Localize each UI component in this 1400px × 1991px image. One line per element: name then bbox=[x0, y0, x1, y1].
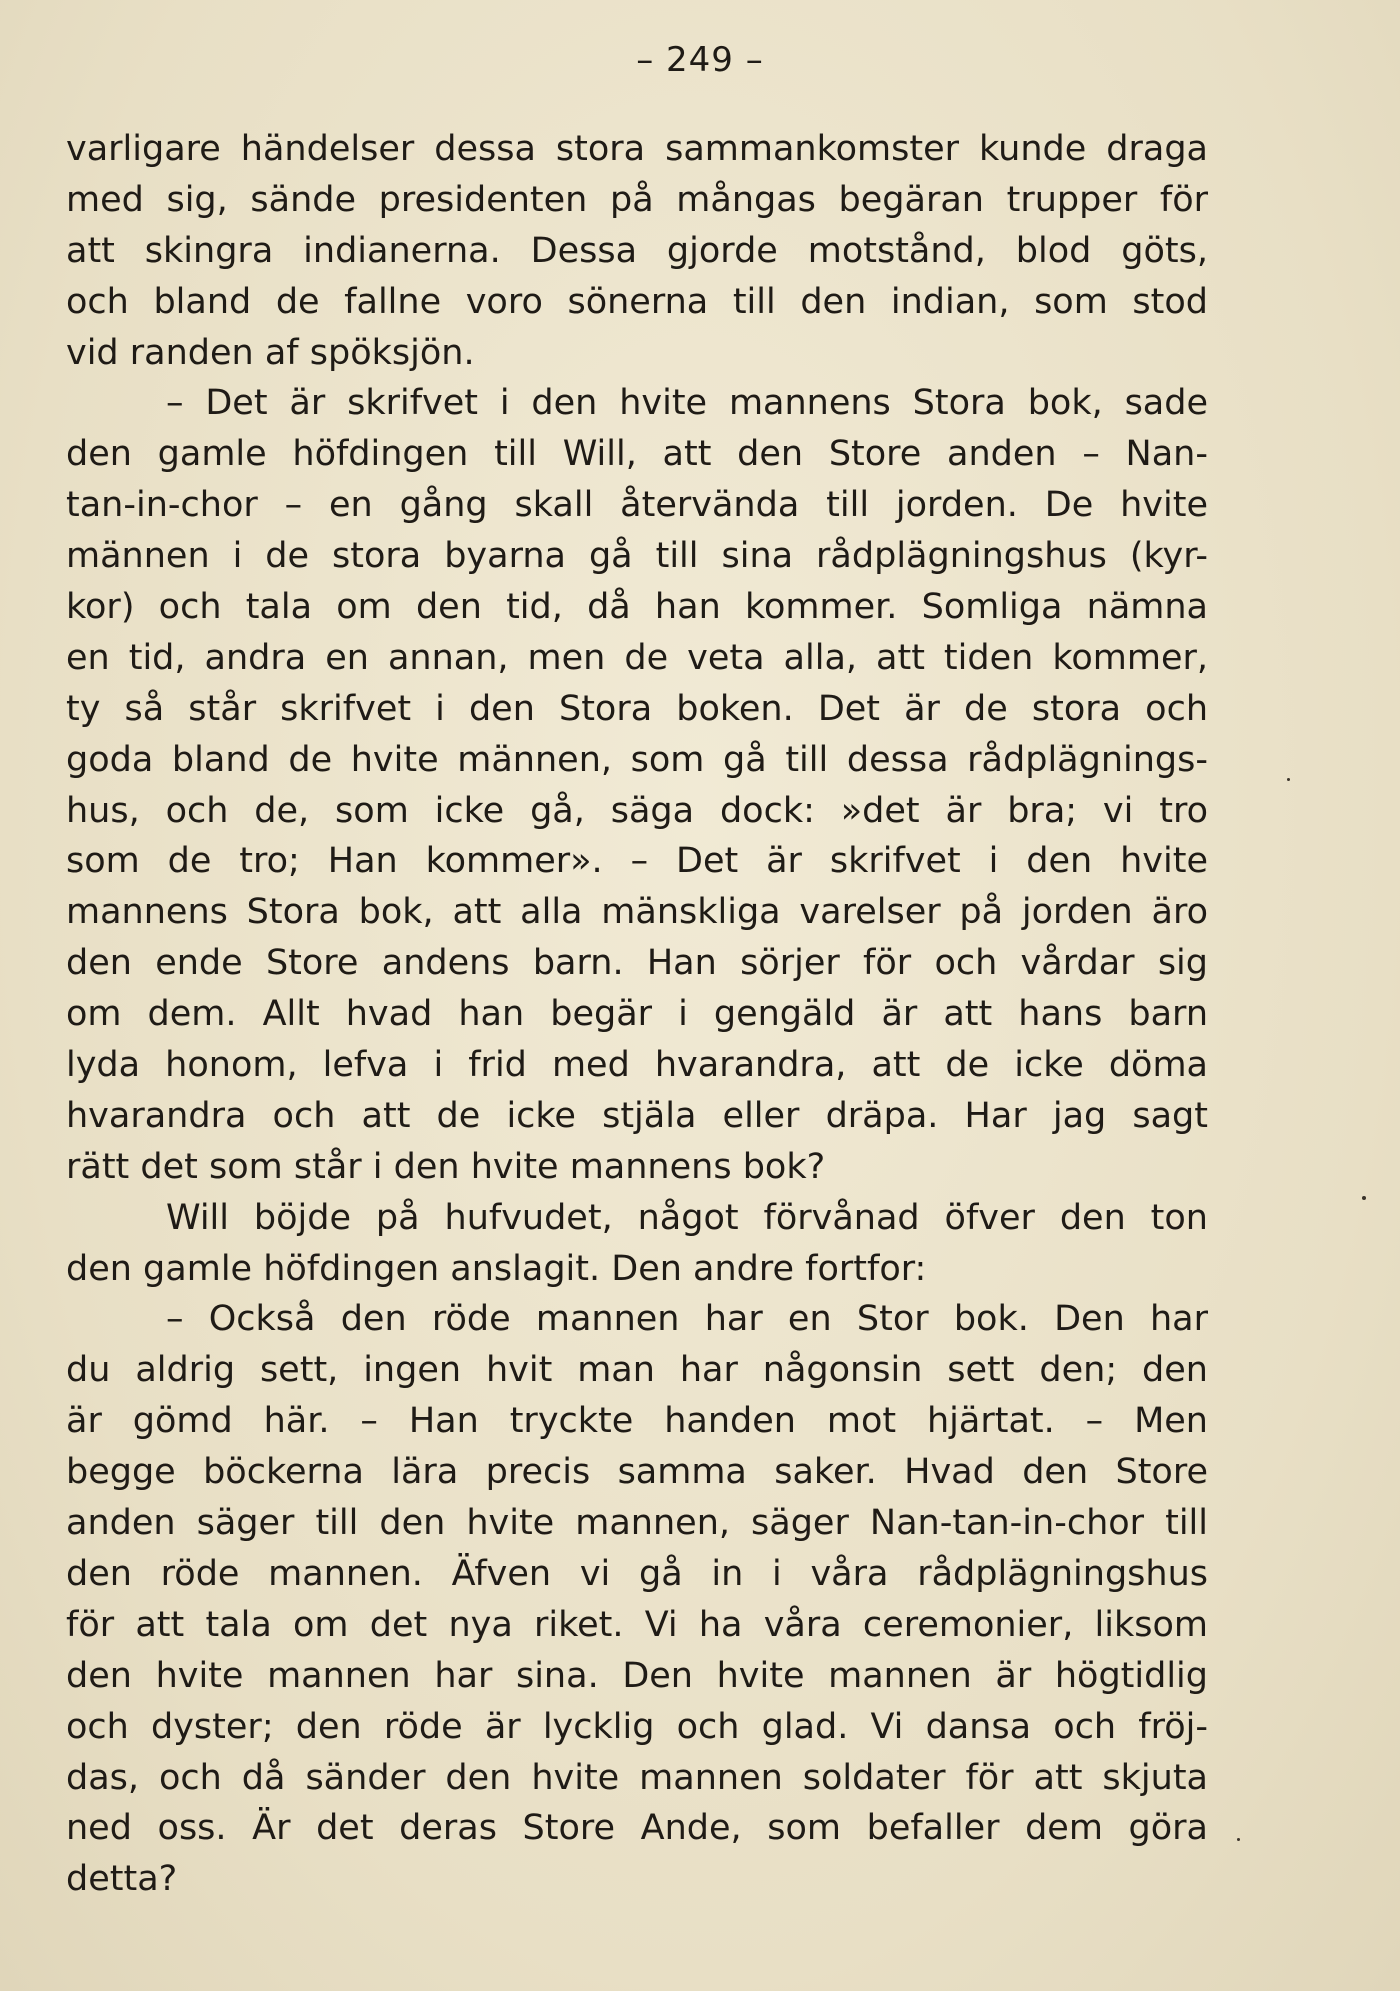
text-line: lyda honom, lefva i frid med hvarandra, att de icke döma bbox=[66, 1045, 1208, 1086]
text-line: om dem. Allt hvad han begär i gengäld är att hans barn bbox=[66, 994, 1208, 1035]
text-line: är gömd här. – Han tryckte handen mot hjärtat. – Men bbox=[66, 1401, 1208, 1442]
text-line: som de tro; Han kommer». – Det är skrifvet i den hvite bbox=[66, 841, 1208, 882]
text-line: tan-in-chor – en gång skall återvända till jorden. De hvite bbox=[66, 485, 1208, 526]
text-line: den röde mannen. Äfven vi gå in i våra rådplägningshus bbox=[66, 1553, 1208, 1594]
text-line: med sig, sände presidenten på mångas begäran trupper för bbox=[66, 179, 1208, 220]
text-line: Will böjde på hufvudet, något förvånad öfver den ton bbox=[166, 1197, 1208, 1238]
text-line: hus, och de, som icke gå, säga dock: »det är bra; vi tro bbox=[66, 790, 1208, 831]
text-line: att skingra indianerna. Dessa gjorde motstånd, blod göts, bbox=[66, 230, 1208, 271]
text-line: den ende Store andens barn. Han sörjer för och vårdar sig bbox=[66, 943, 1208, 984]
text-line: männen i de stora byarna gå till sina rådplägningshus (kyr- bbox=[66, 536, 1208, 577]
text-line: mannens Stora bok, att alla mänskliga varelser på jorden äro bbox=[66, 892, 1208, 933]
text-line: goda bland de hvite männen, som gå till dessa rådplägnings- bbox=[66, 739, 1208, 780]
paper-speck bbox=[1237, 1838, 1240, 1841]
text-line: ned oss. Är det deras Store Ande, som befaller dem göra bbox=[66, 1808, 1208, 1849]
text-line: och dyster; den röde är lycklig och glad. Vi dansa och fröj- bbox=[66, 1706, 1208, 1747]
text-line: detta? bbox=[66, 1859, 178, 1900]
text-line: begge böckerna lära precis samma saker. Hvad den Store bbox=[66, 1452, 1208, 1493]
text-line: den gamle höfdingen till Will, att den Store anden – Nan- bbox=[66, 434, 1208, 475]
text-line: för att tala om det nya riket. Vi ha våra ceremonier, liksom bbox=[66, 1604, 1208, 1645]
text-line: den gamle höfdingen anslagit. Den andre fortfor: bbox=[66, 1248, 927, 1289]
text-line: – Också den röde mannen har en Stor bok. Den har bbox=[166, 1299, 1208, 1340]
text-line: anden säger till den hvite mannen, säger Nan-tan-in-chor till bbox=[66, 1503, 1208, 1544]
text-line: och bland de fallne voro sönerna till den indian, som stod bbox=[66, 281, 1208, 322]
text-line: du aldrig sett, ingen hvit man har någonsin sett den; den bbox=[66, 1350, 1208, 1391]
body-text bbox=[66, 124, 1208, 1905]
paper-speck bbox=[1362, 1196, 1366, 1200]
text-line: en tid, andra en annan, men de veta alla, att tiden kommer, bbox=[66, 637, 1208, 678]
paper-speck bbox=[1287, 778, 1290, 781]
page-number: – 249 – bbox=[636, 40, 764, 80]
text-line: das, och då sänder den hvite mannen soldater för att skjuta bbox=[66, 1757, 1208, 1798]
text-line: rätt det som står i den hvite mannens bok? bbox=[66, 1146, 826, 1187]
text-line: varligare händelser dessa stora sammankomster kunde draga bbox=[66, 129, 1208, 169]
text-line: – Det är skrifvet i den hvite mannens Stora bok, sade bbox=[166, 383, 1208, 424]
text-line: vid randen af spöksjön. bbox=[66, 332, 475, 373]
text-line: kor) och tala om den tid, då han kommer. Somliga nämna bbox=[66, 587, 1208, 628]
text-line: hvarandra och att de icke stjäla eller dräpa. Har jag sagt bbox=[66, 1095, 1208, 1136]
text-line: den hvite mannen har sina. Den hvite mannen är högtidlig bbox=[66, 1655, 1208, 1696]
text-line: ty så står skrifvet i den Stora boken. Det är de stora och bbox=[66, 688, 1208, 729]
